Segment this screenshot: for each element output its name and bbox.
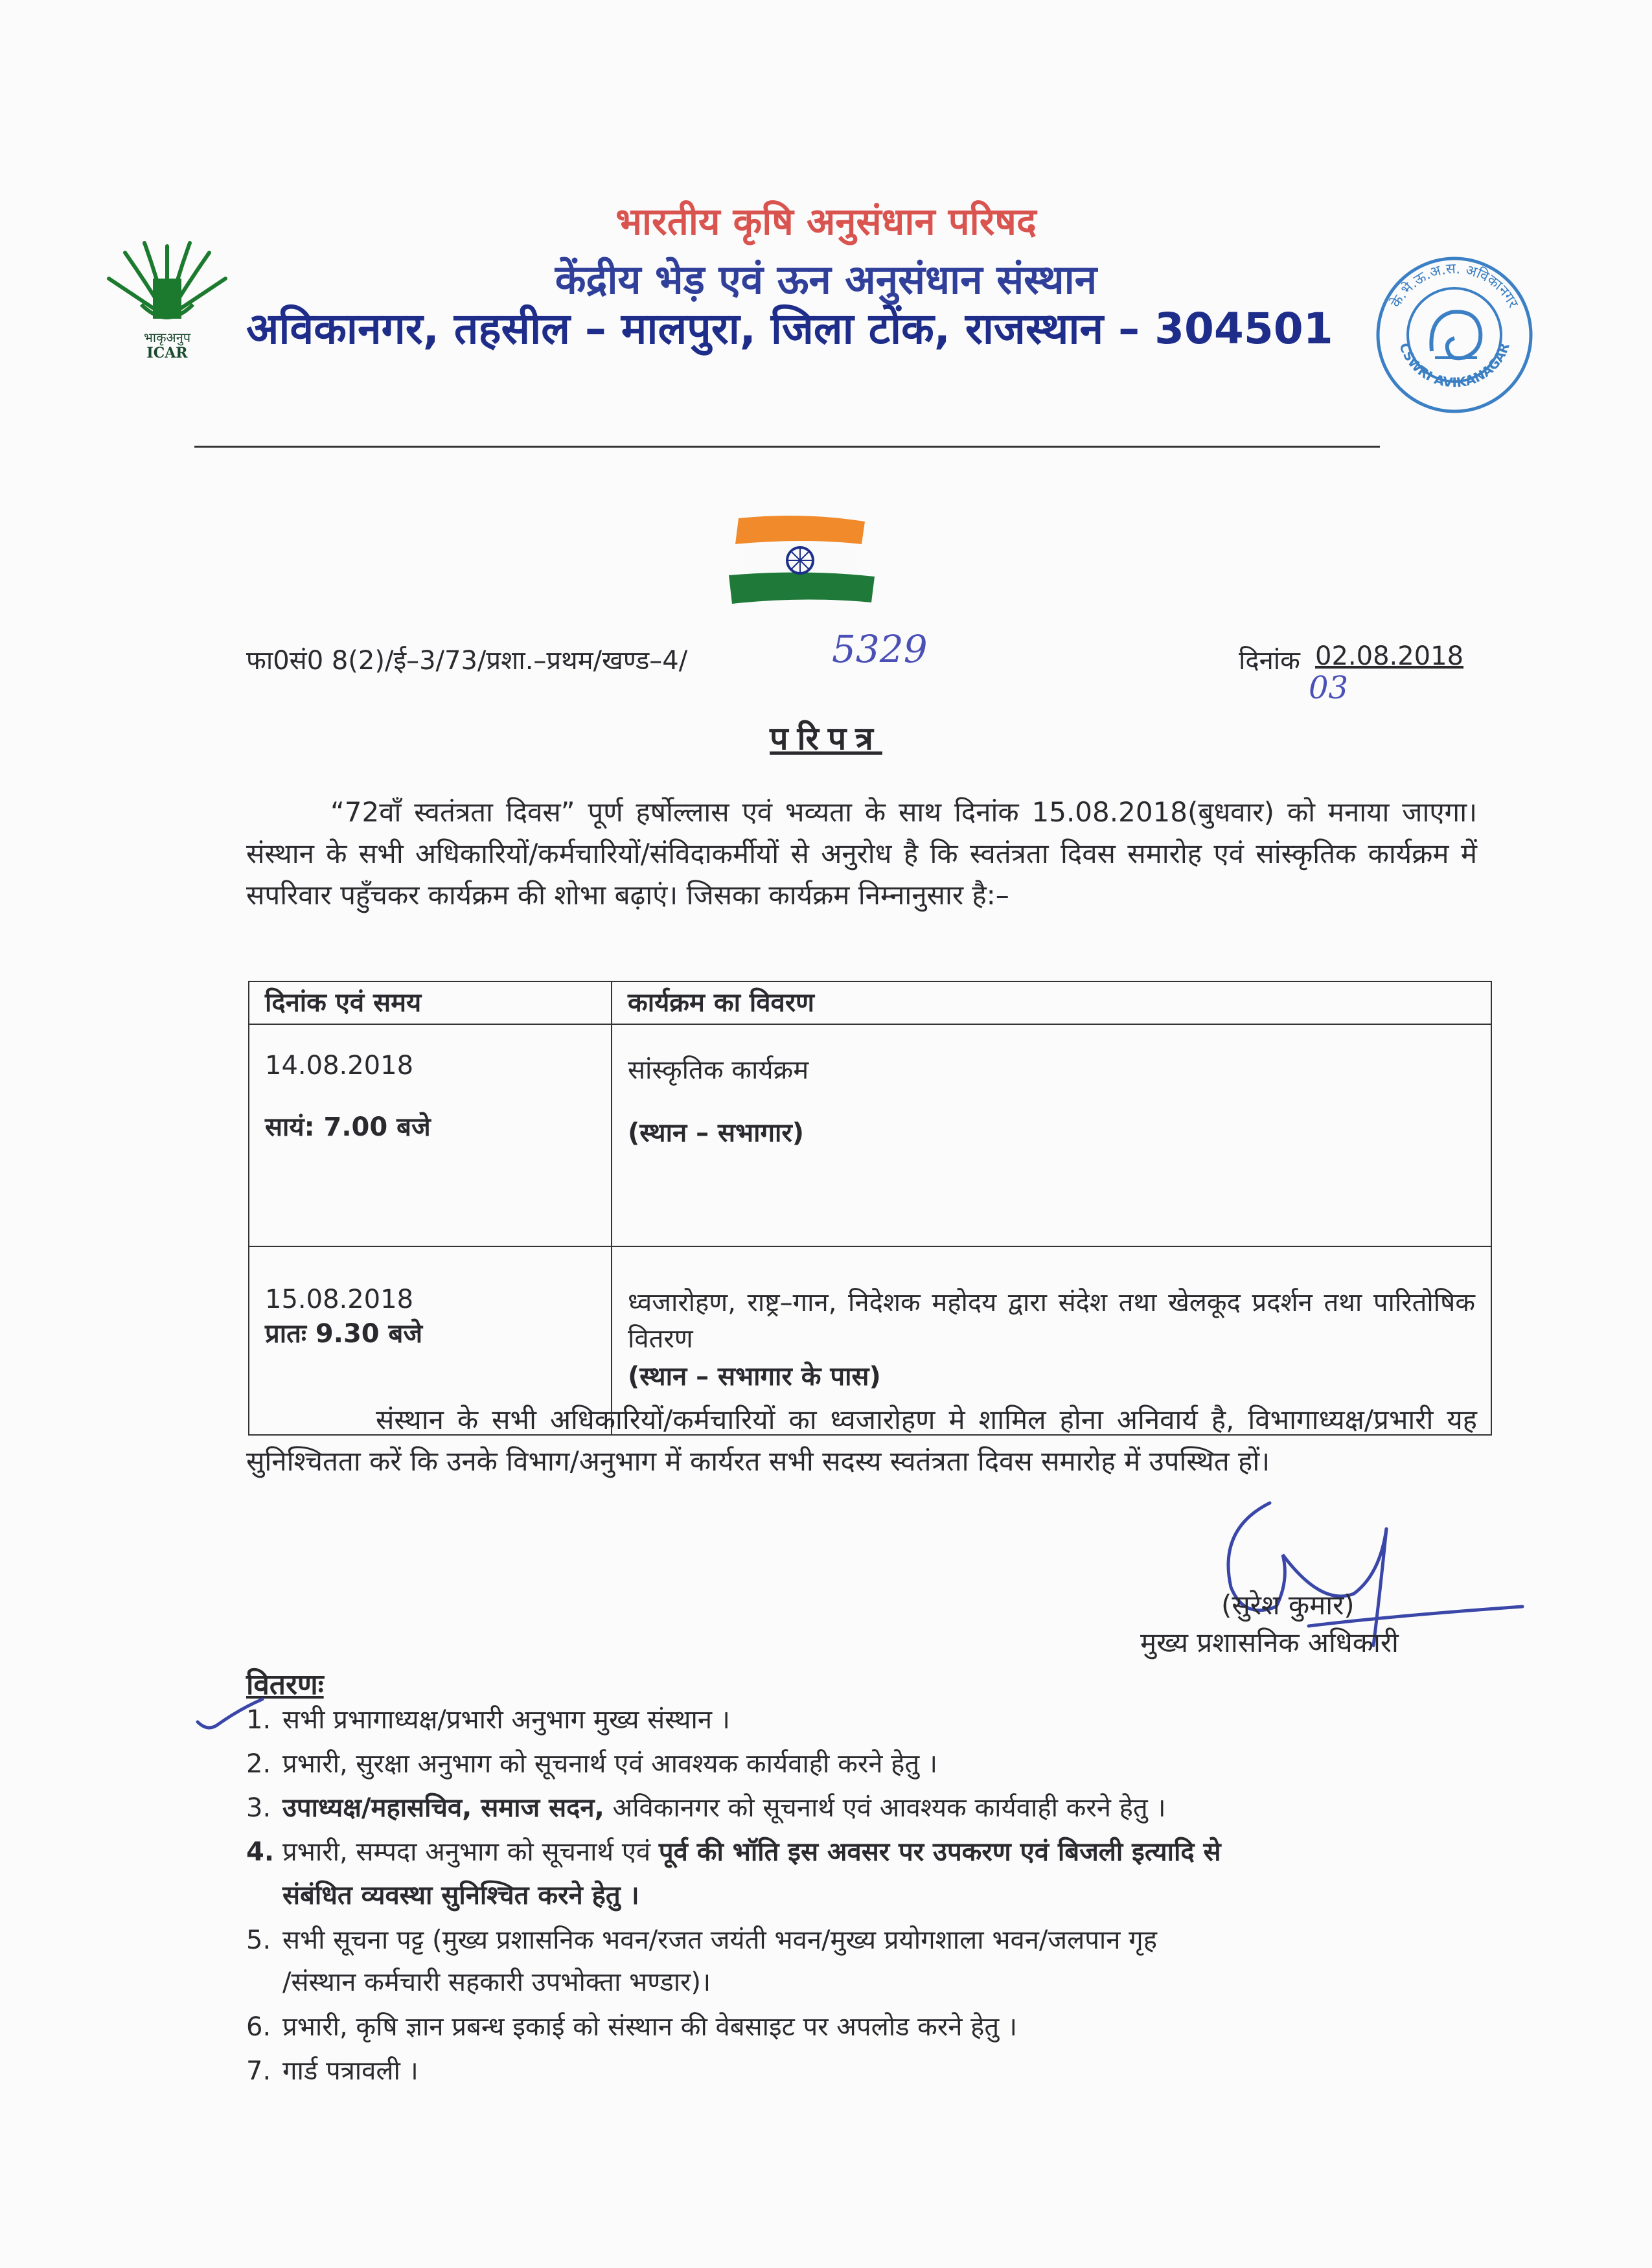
row-date: 14.08.2018 [265,1051,414,1081]
list-item: 1. सभी प्रभागाध्यक्ष/प्रभारी अनुभाग मुख्य संस्थान । [246,1705,730,1735]
signatory-designation: मुख्य प्रशासनिक अधिकारी [1140,1627,1399,1658]
attendance-paragraph: संस्थान के सभी अधिकारियों/कर्मचारियों का ध्वजारोहण मे शामिल होना अनिवार्य है, विभागाध्यक्ष/प्रभारी यह सुनिश्चितता करें कि उनके विभाग/अनुभाग में कार्यरत सभी सदस्य स्वतंत्रता दिवस समारोह में उपस्थित हों। [246,1404,1477,1477]
table-row [249,1024,1491,1246]
row-date: 15.08.2018 [265,1285,414,1314]
list-item: 7. गार्ड पत्रावली । [246,2056,419,2086]
handwritten-dispatch-number: 5329 [832,627,928,671]
row-description: सांस्कृतिक कार्यक्रम [628,1055,809,1085]
row-time: प्रातः 9.30 बजे [265,1319,423,1349]
list-item: 3. उपाध्यक्ष/महासचिव, समाज सदन, अविकानगर को सूचनार्थ एवं आवश्यक कार्यवाही करने हेतु । [246,1793,1166,1823]
list-item: 2. प्रभारी, सुरक्षा अनुभाग को सूचनार्थ एवं आवश्यक कार्यवाही करने हेतु । [246,1749,938,1779]
council-name: भारतीय कृषि अनुसंधान परिषद [615,200,1037,244]
intro-paragraph: “72वाँ स्वतंत्रता दिवस” पूर्ण हर्षोल्लास एवं भव्यता के साथ दिनांक 15.08.2018(बुधवार) को मनाया जाएगा। संस्थान के सभी अधिकारियों/कर्मचारियों/संविदाकर्मीयों से अनुरोध है कि स्वतंत्रता दिवस समारोह एवं सांस्कृतिक कार्यक्रम में सपरिवार पहुँचकर कार्यक्रम की शोभा बढ़ाएं। जिसका कार्यक्रम निम्नानुसार है:– [246,796,1477,911]
seal-bottom-text: CSWRI AVIKANAGAR [1396,340,1513,391]
list-item: 4. प्रभारी, सम्पदा अनुभाग को सूचनार्थ एवं पूर्व की भॉति इस अवसर पर उपकरण एवं बिजली इत्यादि से [246,1837,1221,1867]
icar-logo-hindi: भाकृअनुप [143,330,191,345]
distribution-heading: वितरणः [246,1668,324,1701]
circular-title: परिपत्र [770,720,882,757]
programme-table [248,981,1492,1436]
row-time: सायं: 7.00 बजे [265,1112,431,1142]
date-label: दिनांक [1239,646,1300,676]
header-divider [194,446,1380,448]
seal-top-text: के.भे.ऊ.अ.स. अविकानगर [1388,260,1521,311]
row-venue: (स्थान – सभागार के पास) [628,1362,881,1392]
icar-logo-english: ICAR [146,345,188,361]
list-item: 5. सभी सूचना पट्ट (मुख्य प्रशासनिक भवन/रजत जयंती भवन/मुख्य प्रयोगशाला भवन/जलपान गृह [246,1925,1157,1955]
handwritten-date-mark: 03 [1309,670,1349,706]
list-item-continuation: /संस्थान कर्मचारी सहकारी उपभोक्ता भण्डार)। [282,1967,711,1997]
row-description: ध्वजारोहण, राष्ट्र–गान, निदेशक महोदय द्वारा संदेश तथा खेलकूद प्रदर्शन तथा पारितोषिक वितरण [628,1288,1475,1354]
table-header-details: कार्यक्रम का विवरण [612,981,1491,1024]
table-header-datetime: दिनांक एवं समय [249,981,612,1024]
signatory-name: (सुरेश कुमार) [1221,1589,1355,1621]
institute-address: अविकानगर, तहसील – मालपुरा, जिला टोंक, राजस्थान – 304501 [246,304,1333,354]
cswri-seal-icon [1373,254,1535,416]
row-venue: (स्थान – सभागार) [628,1118,805,1148]
list-item: 6. प्रभारी, कृषि ज्ञान प्रबन्ध इकाई को संस्थान की वेबसाइट पर अपलोड करने हेतु । [246,2012,1018,2042]
issue-date: 02.08.2018 [1315,641,1464,671]
file-reference-number: फा0सं0 8(2)/ई–3/73/प्रशा.–प्रथम/खण्ड–4/ [246,646,688,676]
institute-name: केंद्रीय भेड़ एवं ऊन अनुसंधान संस्थान [555,256,1097,303]
svg-text:CSWRI AVIKANAGAR [1396,341,1513,391]
svg-text:के.भे.ऊ.अ.स. अविकानगर [1387,261,1521,311]
indian-flag-icon [726,512,881,609]
list-item-continuation: संबंधित व्यवस्था सुनिश्चित करने हेतु । [282,1881,639,1910]
